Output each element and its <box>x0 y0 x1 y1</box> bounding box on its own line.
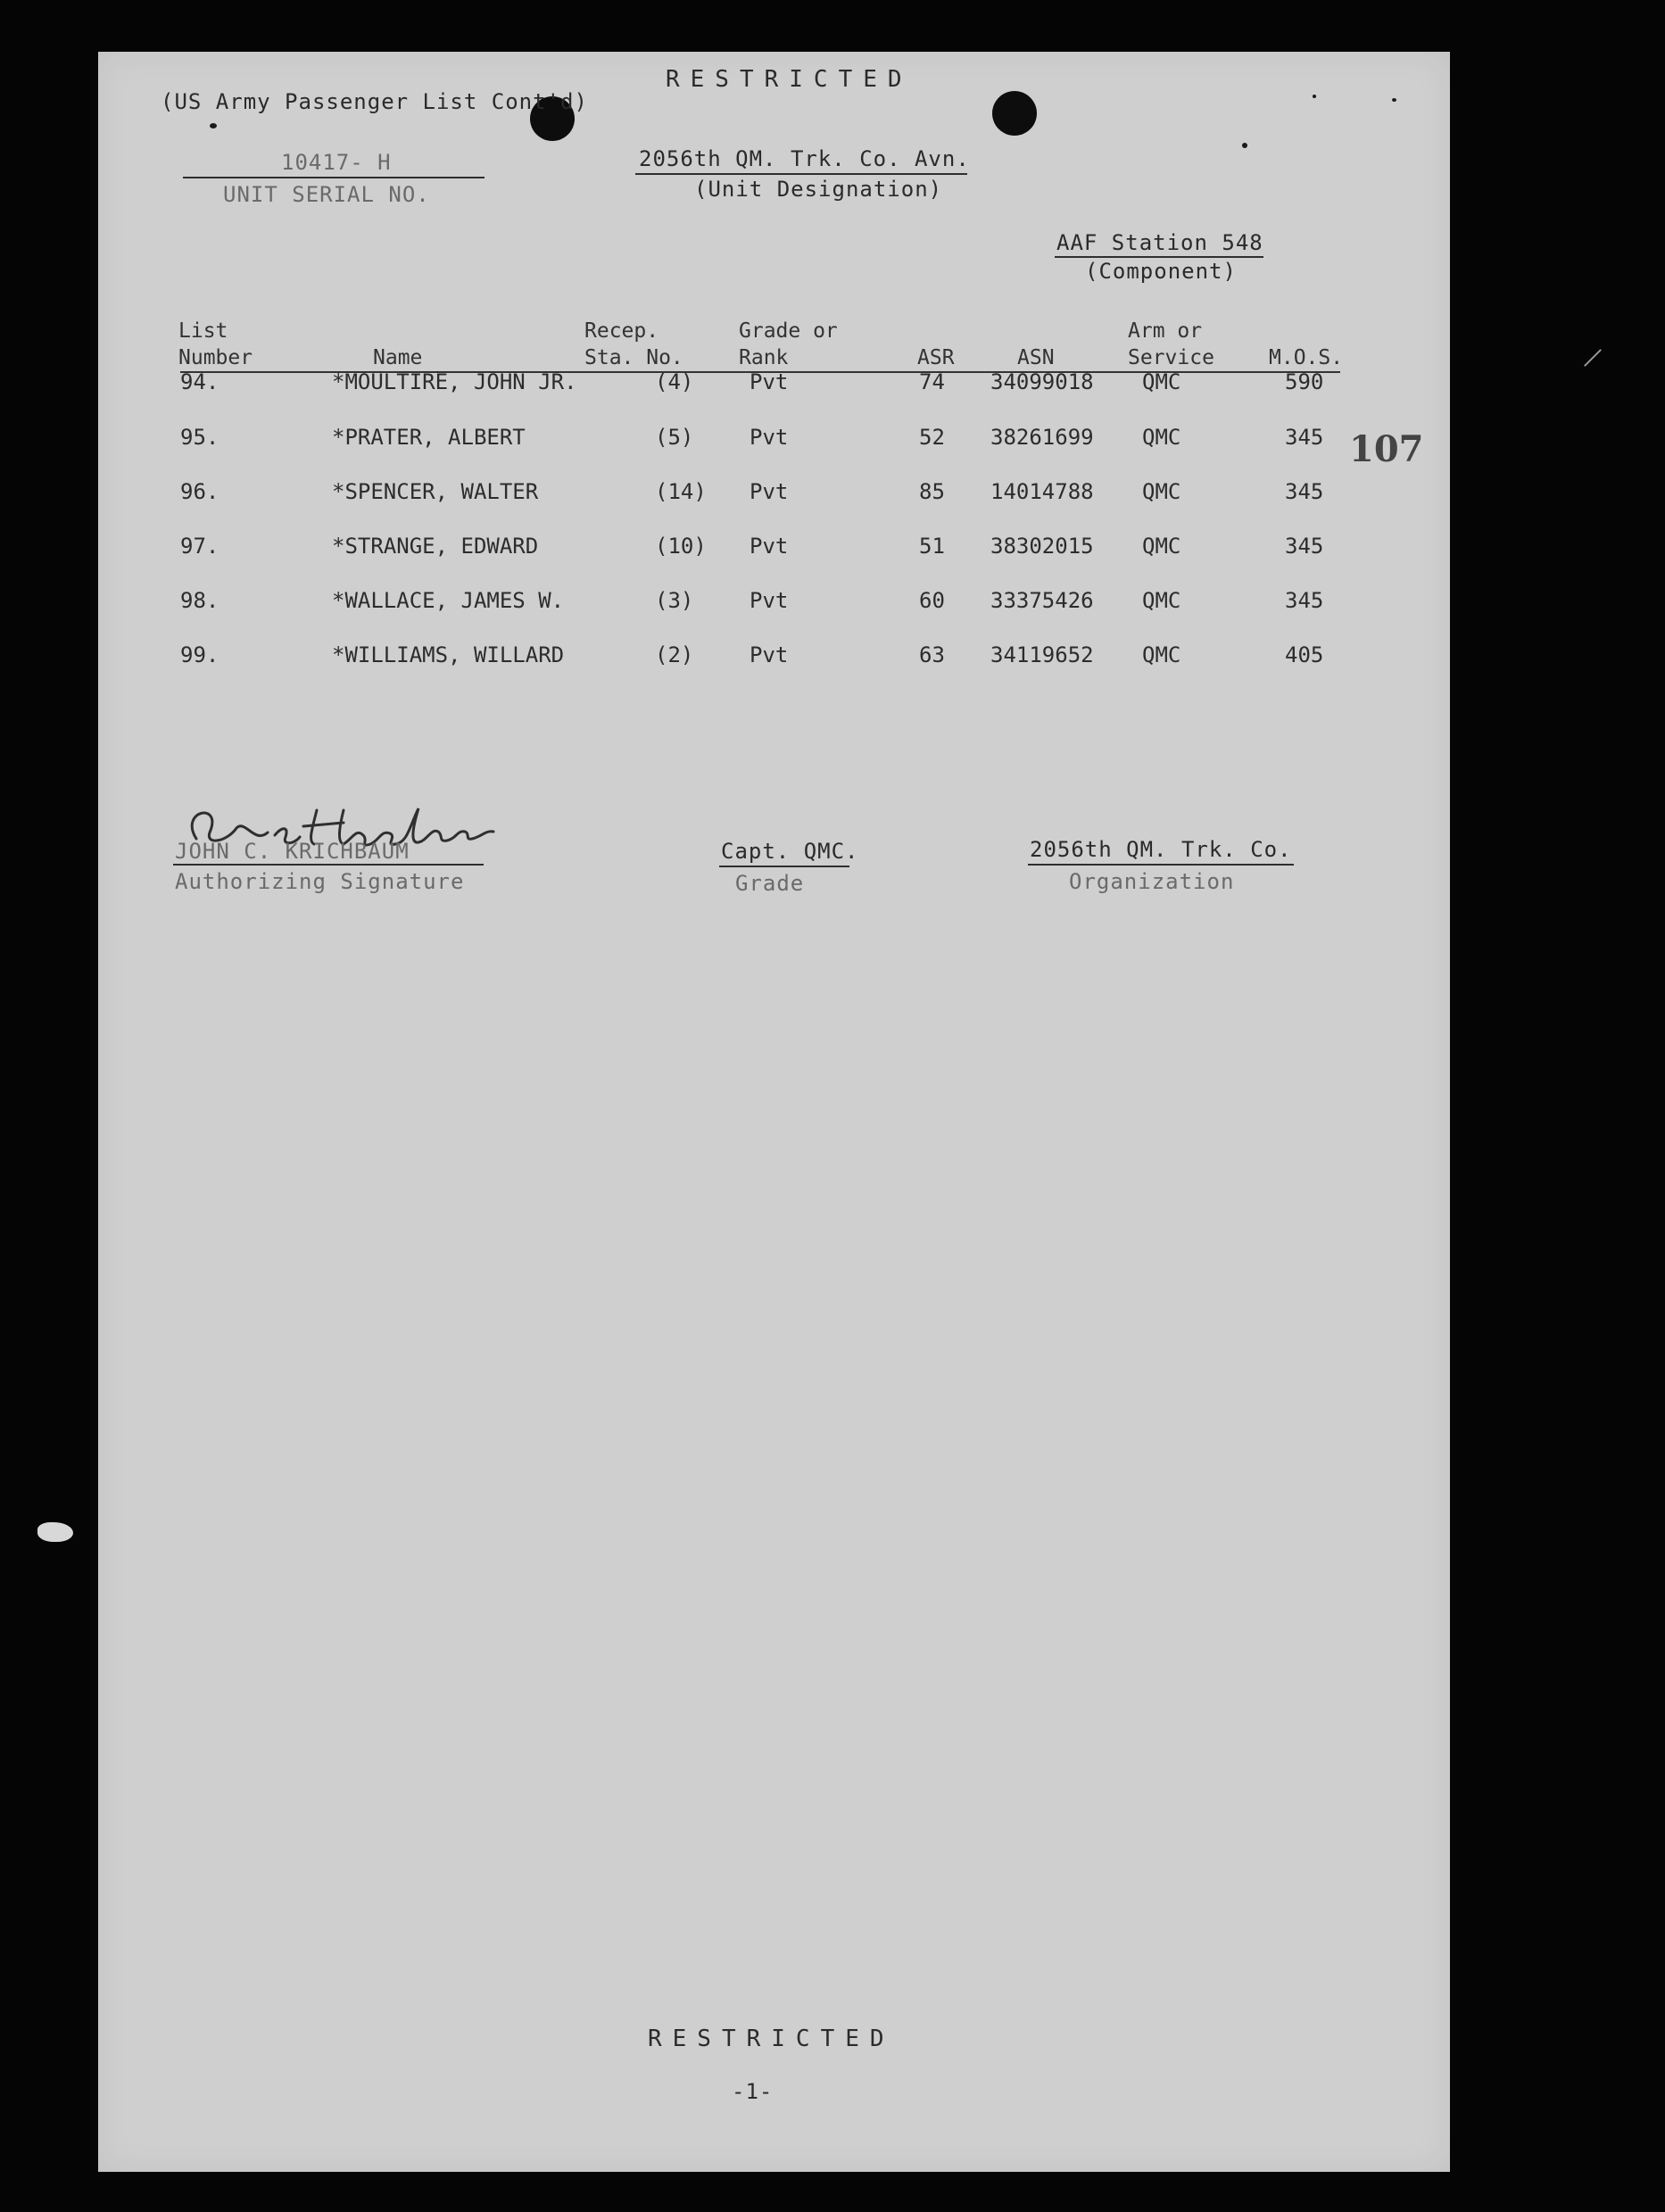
ink-speck <box>1392 98 1396 102</box>
ink-speck <box>1313 95 1316 98</box>
row-grade: Pvt <box>750 534 789 559</box>
grade-value: Capt. QMC. <box>721 839 859 864</box>
organization-underline <box>1028 864 1294 866</box>
scan-mark <box>1584 349 1602 367</box>
row-recep: (5) <box>655 425 694 450</box>
row-asr: 51 <box>919 534 945 559</box>
row-number: 98. <box>180 588 220 613</box>
row-name: *WILLIAMS, WILLARD <box>332 642 565 667</box>
row-grade: Pvt <box>750 369 789 394</box>
col-header-grade-line1: Grade or <box>739 319 838 343</box>
row-grade: Pvt <box>750 642 789 667</box>
unit-designation-value: 2056th QM. Trk. Co. Avn. <box>639 146 970 171</box>
col-header-recep-line1: Recep. <box>584 319 659 343</box>
col-header-asn: ASN <box>1017 346 1055 369</box>
row-grade: Pvt <box>750 588 789 613</box>
row-mos: 345 <box>1285 425 1324 450</box>
component-underline <box>1055 256 1263 258</box>
grade-underline <box>719 866 849 867</box>
row-name: *STRANGE, EDWARD <box>332 534 539 559</box>
signer-name: JOHN C. KRICHBAUM <box>175 839 410 864</box>
row-asr: 63 <box>919 642 945 667</box>
col-header-arm-line2: Service <box>1128 346 1214 369</box>
row-arm: QMC <box>1142 588 1181 613</box>
restricted-bottom: RESTRICTED <box>648 2026 895 2052</box>
row-recep: (14) <box>655 479 707 504</box>
col-header-name: Name <box>373 346 423 369</box>
row-number: 96. <box>180 479 220 504</box>
grade-label: Grade <box>735 871 805 896</box>
col-header-arm <box>1128 318 1214 371</box>
unit-serial-label: UNIT SERIAL NO. <box>223 182 430 207</box>
row-name: *SPENCER, WALTER <box>332 479 539 504</box>
col-header-mos: M.O.S. <box>1269 346 1344 369</box>
row-asn: 38302015 <box>990 534 1094 559</box>
unit-serial-value: 10417- H <box>281 150 392 175</box>
row-mos: 405 <box>1285 642 1324 667</box>
row-arm: QMC <box>1142 479 1181 504</box>
row-name: *MOULTIRE, JOHN JR. <box>332 369 577 394</box>
row-asr: 85 <box>919 479 945 504</box>
punch-hole-right <box>992 91 1037 136</box>
page-stamp-number: 107 <box>1349 428 1424 470</box>
signer-label: Authorizing Signature <box>175 869 465 894</box>
row-recep: (10) <box>655 534 707 559</box>
col-header-recep-line2: Sta. No. <box>584 346 683 369</box>
scan-debris <box>37 1522 73 1542</box>
organization-label: Organization <box>1069 869 1235 894</box>
row-mos: 345 <box>1285 588 1324 613</box>
row-asn: 34099018 <box>990 369 1094 394</box>
row-asn: 14014788 <box>990 479 1094 504</box>
row-arm: QMC <box>1142 534 1181 559</box>
row-mos: 345 <box>1285 479 1324 504</box>
document-page <box>98 52 1450 2172</box>
row-name: *WALLACE, JAMES W. <box>332 588 565 613</box>
row-number: 95. <box>180 425 220 450</box>
row-asn: 33375426 <box>990 588 1094 613</box>
ink-speck <box>210 123 217 128</box>
page-number: -1- <box>732 2079 774 2104</box>
row-asr: 52 <box>919 425 945 450</box>
row-recep: (2) <box>655 642 694 667</box>
unit-designation-label: (Unit Designation) <box>694 177 943 202</box>
row-mos: 345 <box>1285 534 1324 559</box>
col-header-list-line2: Number <box>178 346 253 369</box>
organization-value: 2056th QM. Trk. Co. <box>1030 837 1292 862</box>
component-value: AAF Station 548 <box>1056 230 1263 255</box>
col-header-list-line1: List <box>178 319 228 343</box>
col-header-list-number <box>178 318 253 371</box>
row-number: 97. <box>180 534 220 559</box>
row-arm: QMC <box>1142 369 1181 394</box>
col-header-grade <box>739 318 838 371</box>
row-grade: Pvt <box>750 479 789 504</box>
row-asn: 38261699 <box>990 425 1094 450</box>
unit-serial-underline <box>183 177 485 178</box>
row-number: 99. <box>180 642 220 667</box>
passenger-list-note: (US Army Passenger List Cont'd) <box>161 89 588 114</box>
unit-designation-underline <box>635 173 967 175</box>
row-asr: 74 <box>919 369 945 394</box>
col-header-grade-line2: Rank <box>739 346 789 369</box>
component-label: (Component) <box>1085 259 1237 284</box>
row-mos: 590 <box>1285 369 1324 394</box>
row-name: *PRATER, ALBERT <box>332 425 526 450</box>
col-header-recep <box>584 318 683 371</box>
row-grade: Pvt <box>750 425 789 450</box>
signer-underline <box>173 864 484 866</box>
row-recep: (3) <box>655 588 694 613</box>
row-arm: QMC <box>1142 425 1181 450</box>
row-asr: 60 <box>919 588 945 613</box>
row-number: 94. <box>180 369 220 394</box>
row-recep: (4) <box>655 369 694 394</box>
row-asn: 34119652 <box>990 642 1094 667</box>
ink-speck <box>1242 143 1247 148</box>
row-arm: QMC <box>1142 642 1181 667</box>
col-header-arm-line1: Arm or <box>1128 319 1203 343</box>
restricted-top: RESTRICTED <box>666 66 913 93</box>
col-header-asr: ASR <box>917 346 955 369</box>
